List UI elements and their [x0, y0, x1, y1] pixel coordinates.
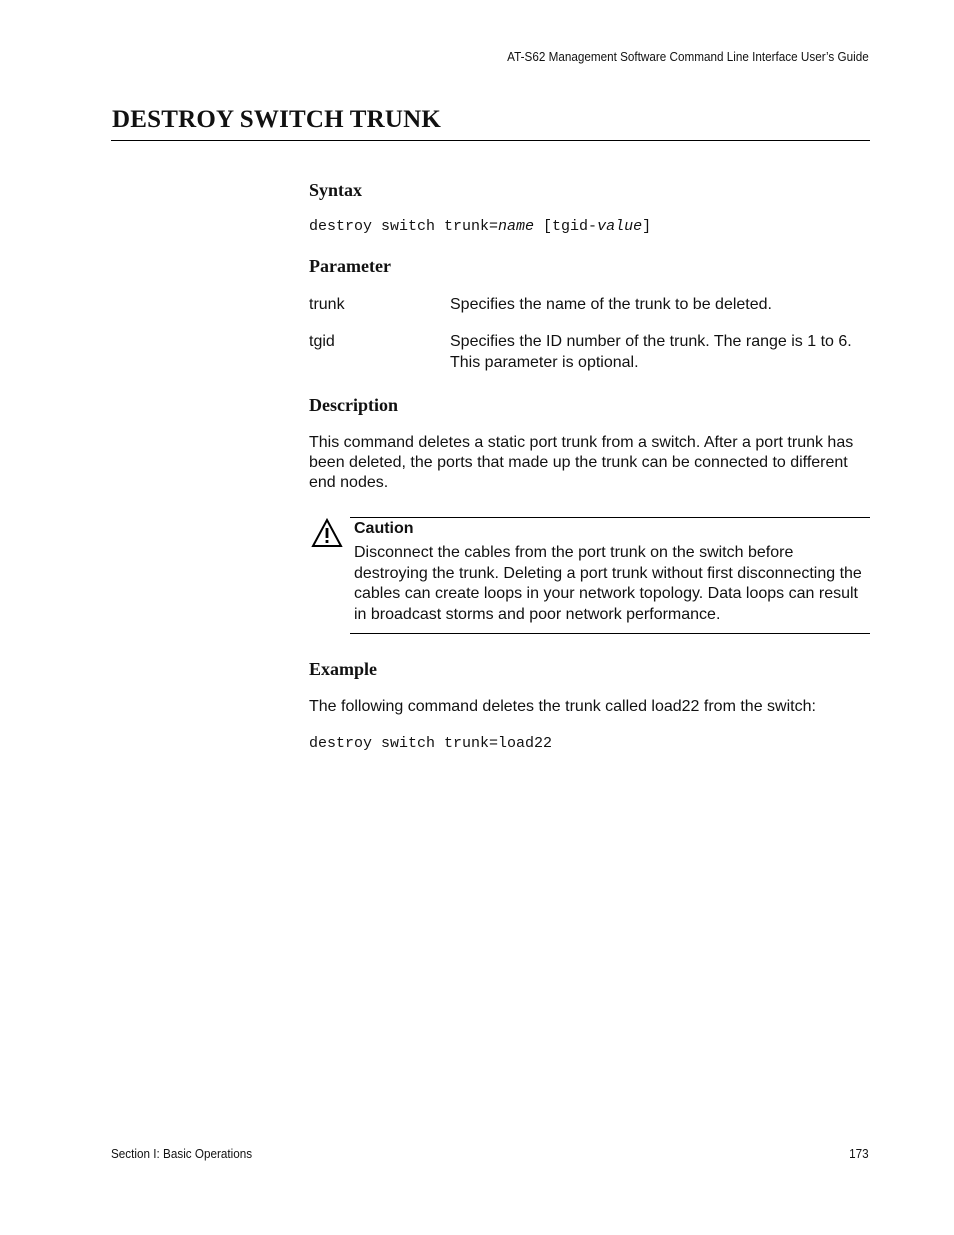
- title-rule: [111, 140, 870, 141]
- warning-triangle-icon: [311, 518, 343, 548]
- syntax-code-name: name: [498, 218, 535, 235]
- description-text: This command deletes a static port trunk from a switch. After a port trunk has been deleted, the ports that made up the trunk can be connected to different end nodes.: [309, 434, 854, 491]
- caution-top-rule: [350, 517, 870, 518]
- footer-page-number: 173: [849, 1146, 869, 1161]
- syntax-code-prefix: destroy switch trunk=: [309, 218, 499, 235]
- syntax-code-value: value: [597, 218, 643, 235]
- caution-bottom-rule: [350, 633, 870, 634]
- example-heading: Example: [309, 659, 378, 679]
- param-name-trunk: trunk: [309, 296, 345, 313]
- syntax-code: [309, 218, 651, 235]
- description-heading: Description: [309, 395, 398, 415]
- syntax-code-mid: [tgid-: [534, 218, 598, 235]
- caution-label: Caution: [354, 520, 414, 537]
- footer-section: Section I: Basic Operations: [111, 1146, 253, 1161]
- page-title: DESTROY SWITCH TRUNK: [112, 106, 442, 133]
- running-header: AT-S62 Management Software Command Line Interface User’s Guide: [507, 49, 869, 64]
- param-name-tgid: tgid: [309, 333, 335, 350]
- param-desc-tgid: Specifies the ID number of the trunk. The range is 1 to 6. This parameter is optional.: [450, 333, 852, 371]
- syntax-code-suffix: ]: [642, 218, 652, 235]
- caution-text: Disconnect the cables from the port trunk on the switch before destroying the trunk. Deleting a port trunk without first disconnecting the cables can create loops in your network topology. Data loops can result in broadcast storms and poor network performance.: [354, 544, 862, 623]
- syntax-heading: Syntax: [309, 180, 363, 200]
- param-desc-trunk: Specifies the name of the trunk to be deleted.: [450, 296, 772, 313]
- parameter-heading: Parameter: [309, 256, 391, 276]
- example-code: destroy switch trunk=load22: [309, 735, 553, 752]
- example-text: The following command deletes the trunk called load22 from the switch:: [309, 698, 816, 715]
